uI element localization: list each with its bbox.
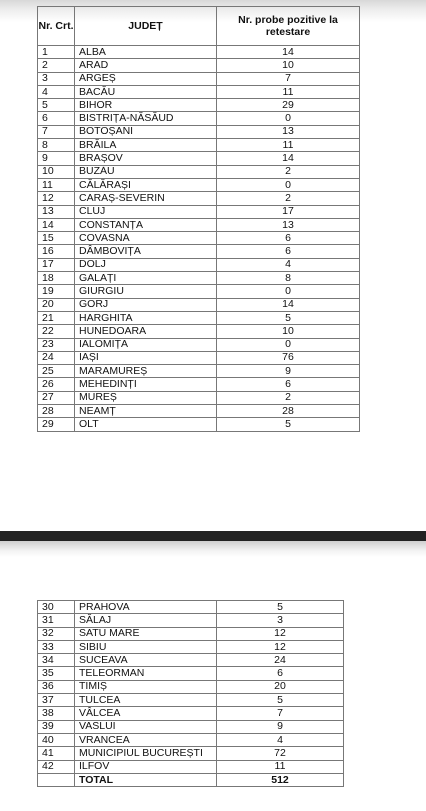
header-probe: Nr. probe pozitive la retestare [217, 7, 360, 46]
table-row [38, 46, 360, 59]
row-probe-cell: 14 [217, 152, 360, 165]
table-row [38, 733, 344, 746]
row-probe-cell: 10 [217, 59, 360, 72]
row-probe-cell: 2 [217, 192, 360, 205]
row-judet-cell: DOLJ [75, 258, 217, 271]
row-nr-cell: 28 [38, 405, 75, 418]
row-judet-cell: ILFOV [75, 760, 217, 773]
row-judet-cell: IALOMIȚA [75, 338, 217, 351]
row-nr-cell: 31 [38, 614, 75, 627]
row-probe-cell: 9 [217, 365, 360, 378]
row-judet-cell: MARAMUREȘ [75, 365, 217, 378]
row-probe-cell: 9 [217, 720, 344, 733]
row-judet-cell: SĂLAJ [75, 614, 217, 627]
row-judet-cell: BACĂU [75, 85, 217, 98]
row-nr-cell: 10 [38, 165, 75, 178]
row-nr-cell: 17 [38, 258, 75, 271]
table-row [38, 139, 360, 152]
table-row [38, 720, 344, 733]
table-row [38, 59, 360, 72]
row-judet-cell: HUNEDOARA [75, 325, 217, 338]
row-judet-cell: ALBA [75, 46, 217, 59]
table-row [38, 232, 360, 245]
row-nr-cell: 4 [38, 85, 75, 98]
row-nr-cell: 36 [38, 680, 75, 693]
row-probe-cell: 28 [217, 405, 360, 418]
table-row [38, 218, 360, 231]
row-nr-cell: 42 [38, 760, 75, 773]
header-nr-crt: Nr. Crt. [38, 7, 75, 46]
row-judet-cell: BISTRIȚA-NĂSĂUD [75, 112, 217, 125]
row-nr-cell: 41 [38, 747, 75, 760]
total-value: 512 [217, 773, 344, 786]
row-judet-cell: HARGHITA [75, 311, 217, 324]
row-probe-cell: 5 [217, 418, 360, 431]
row-probe-cell: 2 [217, 391, 360, 404]
row-judet-cell: SUCEAVA [75, 654, 217, 667]
table-row [38, 640, 344, 653]
table-row [38, 258, 360, 271]
row-nr-cell: 19 [38, 285, 75, 298]
row-judet-cell: VÂLCEA [75, 707, 217, 720]
row-judet-cell: GIURGIU [75, 285, 217, 298]
row-probe-cell: 6 [217, 378, 360, 391]
table-row [38, 298, 360, 311]
row-probe-cell: 5 [217, 694, 344, 707]
table-row [38, 405, 360, 418]
table-row [38, 627, 344, 640]
row-probe-cell: 0 [217, 338, 360, 351]
row-nr-cell: 40 [38, 733, 75, 746]
table-row [38, 338, 360, 351]
row-probe-cell: 14 [217, 46, 360, 59]
table-row [38, 205, 360, 218]
row-probe-cell: 11 [217, 85, 360, 98]
row-judet-cell: SATU MARE [75, 627, 217, 640]
table-header-row [38, 7, 360, 46]
row-nr-cell: 9 [38, 152, 75, 165]
row-judet-cell: VASLUI [75, 720, 217, 733]
header-judet: JUDEȚ [75, 7, 217, 46]
row-nr-cell: 26 [38, 378, 75, 391]
table-row [38, 152, 360, 165]
row-judet-cell: BIHOR [75, 99, 217, 112]
row-probe-cell: 11 [217, 760, 344, 773]
row-judet-cell: GORJ [75, 298, 217, 311]
table-row [38, 601, 344, 614]
table-body-part-2 [38, 601, 344, 774]
table-row [38, 125, 360, 138]
table-row [38, 667, 344, 680]
row-judet-cell: IAȘI [75, 351, 217, 364]
row-nr-cell: 13 [38, 205, 75, 218]
row-probe-cell: 72 [217, 747, 344, 760]
county-table-part-2 [37, 600, 344, 787]
row-nr-cell: 22 [38, 325, 75, 338]
row-probe-cell: 14 [217, 298, 360, 311]
row-nr-cell: 1 [38, 46, 75, 59]
row-nr-cell: 21 [38, 311, 75, 324]
row-probe-cell: 2 [217, 165, 360, 178]
row-judet-cell: OLT [75, 418, 217, 431]
total-row [38, 773, 344, 786]
row-judet-cell: BRĂILA [75, 139, 217, 152]
row-judet-cell: BUZĂU [75, 165, 217, 178]
row-probe-cell: 20 [217, 680, 344, 693]
total-label: TOTAL [75, 773, 217, 786]
row-judet-cell: CARAȘ-SEVERIN [75, 192, 217, 205]
row-judet-cell: COVASNA [75, 232, 217, 245]
table-row [38, 325, 360, 338]
row-judet-cell: CONSTANȚA [75, 218, 217, 231]
row-probe-cell: 0 [217, 112, 360, 125]
row-nr-cell: 33 [38, 640, 75, 653]
table-row [38, 418, 360, 431]
row-judet-cell: CLUJ [75, 205, 217, 218]
row-judet-cell: CĂLĂRAȘI [75, 178, 217, 191]
page-break-band [0, 531, 426, 541]
row-judet-cell: ARGEȘ [75, 72, 217, 85]
row-nr-cell: 5 [38, 99, 75, 112]
total-nr-cell [38, 773, 75, 786]
row-probe-cell: 5 [217, 601, 344, 614]
row-probe-cell: 0 [217, 285, 360, 298]
row-judet-cell: VRANCEA [75, 733, 217, 746]
table-row [38, 365, 360, 378]
table-row [38, 178, 360, 191]
row-probe-cell: 4 [217, 258, 360, 271]
row-probe-cell: 10 [217, 325, 360, 338]
row-probe-cell: 24 [217, 654, 344, 667]
row-nr-cell: 15 [38, 232, 75, 245]
row-nr-cell: 11 [38, 178, 75, 191]
row-nr-cell: 2 [38, 59, 75, 72]
row-nr-cell: 6 [38, 112, 75, 125]
row-judet-cell: BOTOȘANI [75, 125, 217, 138]
table-row [38, 72, 360, 85]
row-judet-cell: MEHEDINȚI [75, 378, 217, 391]
page-break-shadow [0, 541, 426, 557]
row-nr-cell: 14 [38, 218, 75, 231]
row-probe-cell: 7 [217, 72, 360, 85]
row-judet-cell: TIMIȘ [75, 680, 217, 693]
row-judet-cell: MUREȘ [75, 391, 217, 404]
row-probe-cell: 13 [217, 125, 360, 138]
row-probe-cell: 8 [217, 272, 360, 285]
row-judet-cell: NEAMȚ [75, 405, 217, 418]
row-probe-cell: 6 [217, 232, 360, 245]
table-row [38, 747, 344, 760]
table-row [38, 654, 344, 667]
row-probe-cell: 11 [217, 139, 360, 152]
row-judet-cell: MUNICIPIUL BUCUREȘTI [75, 747, 217, 760]
table-body-part-1 [38, 46, 360, 432]
row-nr-cell: 27 [38, 391, 75, 404]
table-row [38, 272, 360, 285]
row-probe-cell: 17 [217, 205, 360, 218]
row-probe-cell: 4 [217, 733, 344, 746]
table-row [38, 680, 344, 693]
table-row [38, 99, 360, 112]
row-judet-cell: DÂMBOVIȚA [75, 245, 217, 258]
row-nr-cell: 38 [38, 707, 75, 720]
row-probe-cell: 6 [217, 667, 344, 680]
row-nr-cell: 12 [38, 192, 75, 205]
row-nr-cell: 24 [38, 351, 75, 364]
row-nr-cell: 34 [38, 654, 75, 667]
county-table-part-1 [37, 6, 360, 432]
row-nr-cell: 37 [38, 694, 75, 707]
table-row [38, 245, 360, 258]
table-row [38, 285, 360, 298]
row-nr-cell: 29 [38, 418, 75, 431]
row-judet-cell: SIBIU [75, 640, 217, 653]
row-probe-cell: 6 [217, 245, 360, 258]
row-nr-cell: 8 [38, 139, 75, 152]
row-judet-cell: BRAȘOV [75, 152, 217, 165]
row-judet-cell: PRAHOVA [75, 601, 217, 614]
row-nr-cell: 3 [38, 72, 75, 85]
row-nr-cell: 20 [38, 298, 75, 311]
row-probe-cell: 13 [217, 218, 360, 231]
row-judet-cell: ARAD [75, 59, 217, 72]
row-nr-cell: 18 [38, 272, 75, 285]
row-probe-cell: 3 [217, 614, 344, 627]
row-nr-cell: 30 [38, 601, 75, 614]
row-nr-cell: 16 [38, 245, 75, 258]
row-probe-cell: 76 [217, 351, 360, 364]
table-row [38, 351, 360, 364]
row-probe-cell: 12 [217, 627, 344, 640]
row-probe-cell: 29 [217, 99, 360, 112]
table-row [38, 614, 344, 627]
table-row [38, 694, 344, 707]
table-row [38, 165, 360, 178]
row-nr-cell: 35 [38, 667, 75, 680]
row-judet-cell: TULCEA [75, 694, 217, 707]
row-nr-cell: 39 [38, 720, 75, 733]
row-nr-cell: 23 [38, 338, 75, 351]
table-row [38, 378, 360, 391]
row-nr-cell: 25 [38, 365, 75, 378]
row-probe-cell: 7 [217, 707, 344, 720]
row-probe-cell: 12 [217, 640, 344, 653]
table-row [38, 707, 344, 720]
row-nr-cell: 7 [38, 125, 75, 138]
row-judet-cell: GALAȚI [75, 272, 217, 285]
table-row [38, 192, 360, 205]
table-row [38, 85, 360, 98]
table-row [38, 760, 344, 773]
row-probe-cell: 0 [217, 178, 360, 191]
table-row [38, 112, 360, 125]
row-nr-cell: 32 [38, 627, 75, 640]
table-row [38, 311, 360, 324]
table-row [38, 391, 360, 404]
row-probe-cell: 5 [217, 311, 360, 324]
row-judet-cell: TELEORMAN [75, 667, 217, 680]
